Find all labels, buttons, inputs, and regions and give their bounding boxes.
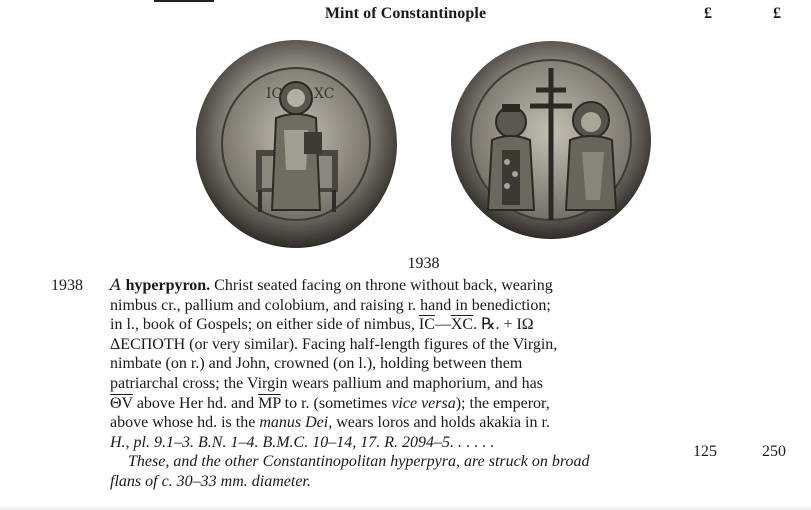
svg-text:IC: IC [266, 86, 283, 102]
xc-abbreviation: $\overline{XC}$ [450, 316, 474, 334]
reverse-mark: ℞. [481, 316, 500, 334]
entry-references: H., pl. 9.1–3. B.N. 1–4. B.M.C. 10–14, 17. R. 2094–5. . . . . . [110, 433, 494, 451]
entry-line-4: ΔΕCΠΟΤΗ (or very similar). Facing half-length figures of the Virgin, [110, 335, 558, 353]
price-fine: 125 [693, 443, 717, 460]
denomination: hyperpyron. [125, 277, 211, 294]
theta-upsilon-mark: $\overline{\Theta V}$ [110, 394, 133, 412]
entry-line-8: above whose hd. is the manus Dei, wears loros and holds akakia in r. [110, 414, 550, 432]
entry-line-1: 𝐴 hyperpyron. Christ seated facing on throne without back, wearing [110, 277, 553, 294]
catalogue-entry [0, 276, 811, 510]
price-column-header-1: £ [704, 5, 712, 22]
manus-dei: manus Dei, [259, 414, 333, 432]
entry-line-3: in l., book of Gospels; on either side of nimbus, $\overline{IC}—\overline{XC}$. ℞. + ΙΩ [110, 316, 534, 334]
entry-number: 1938 [51, 277, 83, 294]
entry-note-line-2: flans of c. 30–33 mm. diameter. [110, 472, 311, 490]
ic-abbreviation: $\overline{IC}$ [418, 316, 435, 334]
page-title: Mint of Constantinople [324, 5, 487, 22]
coin-photograph [196, 40, 656, 252]
metal-symbol: 𝐴 [110, 277, 122, 294]
header-rule [154, 0, 214, 2]
svg-text:XC: XC [314, 86, 335, 102]
coin-reverse [451, 41, 651, 239]
entry-description [110, 276, 670, 492]
coin-obverse [196, 40, 397, 248]
entry-line-5: nimbate (on r.) and John, crowned (on l.), holding between them [110, 355, 523, 373]
price-column-header-2: £ [773, 5, 781, 22]
entry-line-2: nimbus cr., pallium and colobium, and raising r. hand in benediction; [110, 296, 551, 314]
mp-mark: $\overline{MP}$ [258, 394, 281, 412]
page-header [0, 0, 811, 30]
price-very-fine: 250 [762, 443, 786, 460]
entry-line-6: patriarchal cross; the Virgin wears pallium and maphorium, and has [110, 374, 543, 392]
entry-line-7: $\overline{\Theta V}$ above Her hd. and $\overline{MP}$ to r. (sometimes vice versa); the emperor, [110, 394, 550, 412]
page-bottom-edge [0, 505, 811, 510]
entry-note-line-1: These, and the other Constantinopolitan hyperpyra, are struck on broad [128, 453, 590, 471]
figure-caption: 1938 [407, 255, 440, 272]
reverse-legend: + ΙΩ [503, 316, 534, 334]
